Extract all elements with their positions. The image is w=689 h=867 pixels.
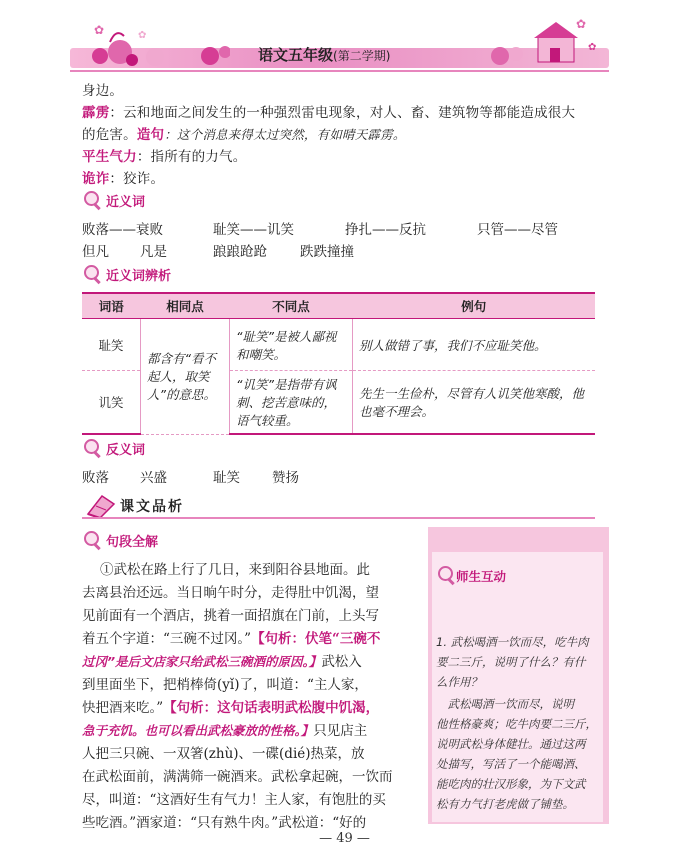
antonym-word: 败落 [82,470,109,486]
antonym-word: 赞扬 [272,470,299,486]
annotation: 过冈”是后文店家只给武松三碗酒的原因。】 [82,654,322,669]
passage-line: 到里面坐下，把梢棒倚(yǐ)了，叫道：“主人家， [82,677,368,693]
cell-example: 先生一生俭朴，尽管有人讥笑他寒酸，他也毫不理会。 [353,371,596,435]
passage-line: 人把三只碗、一双箸(zhù)、一碟(dié)热菜，放 [82,746,365,762]
passage-line: 在武松面前，满满筛一碗酒来。武松拿起碗，一饮而 [82,769,393,785]
antonym-word: 兴盛 [140,470,167,486]
synonym-word: 跌跌撞撞 [300,244,354,260]
sidebar-line: 他性格豪爽；吃牛肉要二三斤， [436,717,597,731]
magnifier-icon [82,530,102,550]
col-header-same: 相同点 [141,293,230,319]
passage-line: 快把酒来吃。”【句析：这句话表明武松腹中饥渴， [82,700,380,716]
magnifier-icon [82,438,102,458]
synonym-word: 踉踉跄跄 [213,244,267,260]
passage-line: 去离县治还远。当日晌午时分，走得肚中饥渴，望 [82,585,379,601]
sidebar-line: 处描写，写活了一个能喝酒、 [436,757,586,771]
term-guizha: 诡诈 [82,171,110,187]
col-header-example: 例句 [353,293,596,319]
annotation: 【句析：这句话表明武松腹中饥渴， [163,700,380,716]
antonyms-heading: 反义词 [82,438,145,458]
definition-leiting: 霹雳：云和地面之间发生的一种强烈雷电现象，对人、畜、建筑物等都能造成很大 [82,105,576,121]
header-term: (第二学期) [333,49,391,63]
analysis-heading: 近义词辨析 [82,264,171,284]
sidebar-line: 么作用？ [436,675,482,689]
definition-line-1: 身边。 [82,83,124,99]
sidebar-line: 要二三斤，说明了什么？有什 [436,655,586,669]
term-pingsheng: 平生气力 [82,149,137,165]
passage-line: 过冈”是后文店家只给武松三碗酒的原因。】武松入 [82,654,362,670]
col-header-word: 词语 [82,293,141,319]
svg-text:✿: ✿ [94,23,105,37]
cell-example: 别人做错了事，我们不应耻笑他。 [353,319,596,371]
table-row [82,319,595,371]
sidebar-line: 能吃肉的壮汉形象，为下文武 [436,777,586,791]
magnifier-icon [82,264,102,284]
definition-leiting-cont: 的危害。造句：这个消息来得太过突然，有如晴天霹雳。 [82,127,406,143]
book-icon [84,490,118,520]
passage-line: 急于充饥。也可以看出武松豪放的性格。】只见店主 [82,723,368,739]
sidebar-line: 武松喝酒一饮而尽，说明 [436,697,574,711]
synonyms-heading: 近义词 [82,190,145,210]
synonym-pair: 只管——尽管 [477,222,558,238]
cell-word: 讥笑 [82,371,141,435]
synonym-pair: 挣扎——反抗 [345,222,426,238]
synonym-pair: 败落——衰败 [82,222,163,238]
cell-same: 都含有“看不起人，取笑人”的意思。 [141,319,230,435]
svg-text:✿: ✿ [576,17,587,31]
passage-line: 尽，叫道：“这酒好生有气力！主人家，有饱肚的买 [82,792,386,808]
cell-word: 耻笑 [82,319,141,371]
sidebar-line: 说明武松身体健壮。通过这两 [436,737,586,751]
svg-text:✿: ✿ [138,30,147,41]
synonym-word: 凡是 [140,244,167,260]
header-title: 语文五年级(第二学期) [258,46,391,64]
svg-text:✿: ✿ [588,42,597,53]
sidebar-line: 1. 武松喝酒一饮而尽，吃牛肉 [436,635,589,649]
definition-pingsheng: 平生气力：指所有的力气。 [82,149,247,165]
magnifier-icon [82,190,102,210]
synonym-pair: 耻笑——讥笑 [213,222,294,238]
definition-guizha: 诡诈：狡诈。 [82,171,165,187]
page-number: — 49 — [319,831,370,846]
passage-heading: 句段全解 [82,530,158,550]
antonym-word: 耻笑 [213,470,240,486]
synonym-word: 但凡 [82,244,109,260]
section-banner: 课文品析 [120,499,184,515]
section-banner-rule [82,517,595,519]
col-header-diff: 不同点 [230,293,353,319]
house-decoration-right [480,10,610,70]
annotation: 急于充饥。也可以看出武松豪放的性格。】 [82,723,314,738]
annotation: 【句析：伏笔“三碗不 [251,631,381,647]
passage-line: 些吃酒。”酒家道：“只有熟牛肉。”武松道：“好的 [82,815,367,831]
cell-diff: “讥笑”是指带有讽刺、挖苦意味的，语气较重。 [230,371,353,435]
term-leiting: 霹雳 [82,105,110,121]
usage-label: 造句 [136,127,165,143]
passage-line: 着五个字道：“三碗不过冈。”【句析：伏笔“三碗不 [82,631,381,647]
cell-diff: “耻笑”是被人鄙视和嘲笑。 [230,319,353,371]
passage-line: ①武松在路上行了几日，来到阳谷县地面。此 [100,562,370,578]
sidebar-line: 松有力气打老虎做了铺垫。 [436,797,574,811]
sidebar-title: 师生互动 [456,569,507,584]
passage-line: 见前面有一个酒店，挑着一面招旗在门前，上头写 [82,608,379,624]
flower-decoration-left [80,12,230,72]
analysis-table [82,292,595,435]
